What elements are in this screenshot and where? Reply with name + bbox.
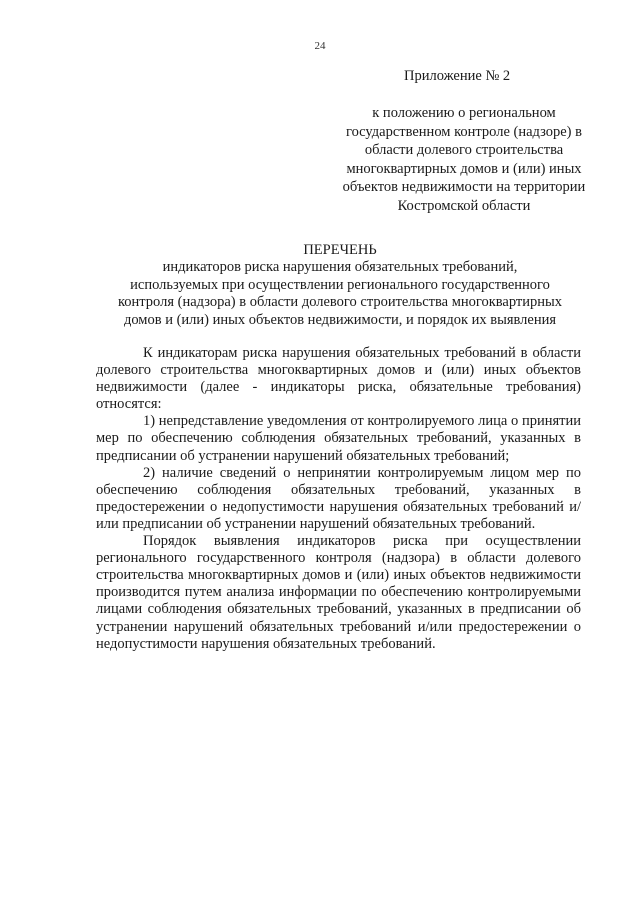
document-body bbox=[96, 345, 581, 653]
paragraph-procedure: Порядок выявления индикаторов риска при осуществлении регионального государственного контроля (надзора) в области долевого строительства многоквартирных домов и (или) иных объектов недвижимости производится путем анализа информации по обеспечению контролируемыми лицами соблюдения обязательных требований, указанных в предписании об устранении нарушений обязательных требований и/или предостережении о недопустимости нарушения обязательных требований. bbox=[96, 533, 581, 652]
paragraph-indicator-1: 1) непредставление уведомления от контролируемого лица о принятии мер по обеспечению соблюдения обязательных требований, указанных в предписании об устранении нарушений обязательных требований; bbox=[96, 413, 581, 464]
paragraph-indicator-2: 2) наличие сведений о непринятии контролируемым лицом мер по обеспечению соблюдения обязательных требований, указанных в предостережении о недопустимости нарушения обязательных требований и/или предписании об устранении нарушений обязательных требований. bbox=[96, 464, 581, 532]
paragraph-intro: К индикаторам риска нарушения обязательных требований в области долевого строительства многоквартирных домов и (или) иных объектов недвижимости (далее - индикаторы риска, обязательные требования) относятся: bbox=[96, 345, 581, 413]
appendix-title: Приложение № 2 bbox=[404, 68, 511, 84]
document-title: ПЕРЕЧЕНЬ bbox=[303, 242, 377, 258]
appendix-subtitle: к положению о региональном государственном контроле (надзоре) в области долевого строительства многоквартирных домов и (или) иных объектов недвижимости на территории Костромской области bbox=[342, 105, 586, 214]
page-number: 24 bbox=[314, 40, 326, 52]
document-subtitle: индикаторов риска нарушения обязательных требований, используемых при осуществлении регионального государственного контроля (надзора) в области долевого строительства многоквартирных домов и (или) иных объектов недвижимости, и порядок их выявления bbox=[117, 259, 563, 328]
